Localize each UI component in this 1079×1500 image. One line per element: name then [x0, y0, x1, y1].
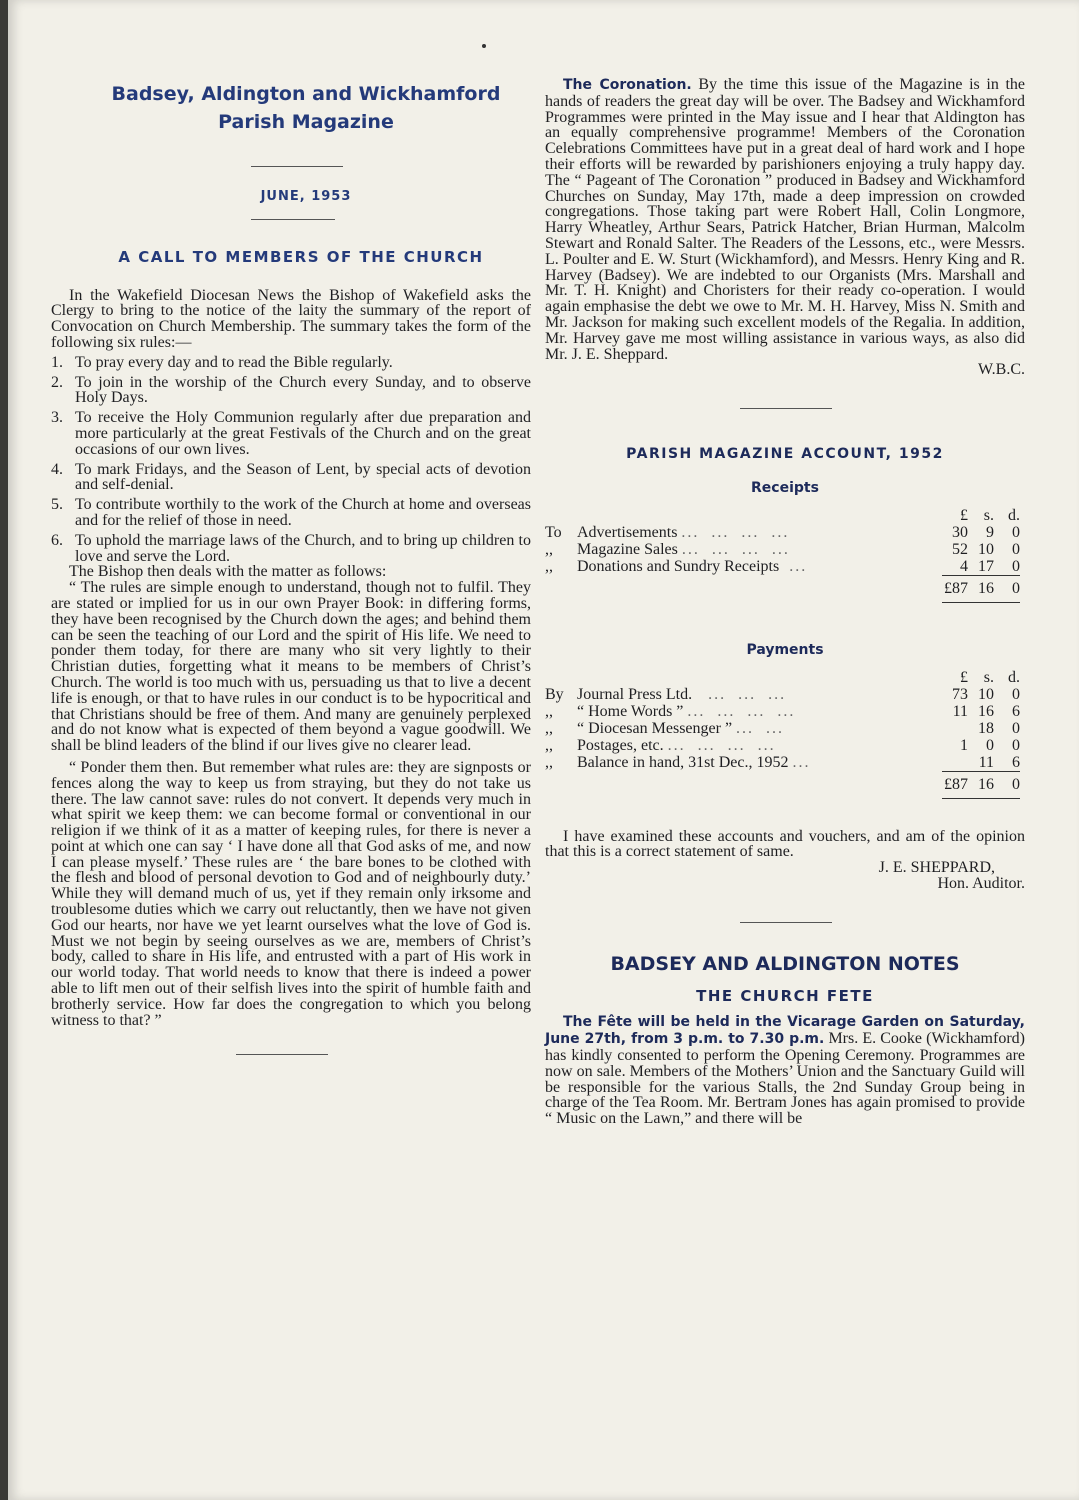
list-text: To mark Fridays, and the Season of Lent, by special acts of devotion and self-denial. [75, 460, 531, 494]
shillings-header: s. [983, 506, 994, 524]
row-item: “ Home Words ” ... ... ... ... [577, 702, 796, 720]
list-text: To join in the worship of the Church every Sunday, and to observe Holy Days. [75, 373, 531, 407]
fete-lead: The Fête will be held in the Vicarage Garden on Saturday, June 27th, from 3 p.m. to 7.30 p.m. [545, 1014, 1025, 1048]
row-item: Donations and Sundry Receipts ... [577, 557, 808, 575]
row-shillings: 10 [978, 540, 994, 558]
row-prefix: ,, [545, 557, 553, 575]
receipts-table [545, 507, 1020, 603]
list-item [51, 375, 531, 407]
receipts-heading: Receipts [751, 479, 819, 496]
row-pounds: 30 [952, 523, 968, 541]
table-row [545, 686, 1020, 703]
table-row [545, 754, 1020, 772]
list-item [51, 497, 531, 529]
left-column [51, 80, 531, 1055]
magazine-title-line-1: Badsey, Aldington and Wickhamford [111, 83, 501, 105]
row-pence: 0 [1012, 685, 1020, 703]
row-shillings: 10 [978, 685, 994, 703]
row-item: Journal Press Ltd. ... ... ... [577, 685, 787, 703]
coronation-paragraph [545, 77, 1025, 362]
payments-heading: Payments [746, 641, 824, 658]
currency-header-row [545, 507, 1020, 524]
auditor-title: Hon. Auditor. [937, 874, 1025, 892]
table-row [545, 703, 1020, 720]
row-pounds: 11 [952, 702, 968, 720]
total-pence: 0 [994, 575, 1020, 602]
row-pounds [942, 754, 968, 772]
list-item [51, 462, 531, 494]
right-column [545, 77, 1025, 1127]
body-paragraph: The Bishop then deals with the matter as follows: [69, 563, 387, 581]
total-pounds: £87 [942, 575, 968, 602]
row-prefix: ,, [545, 702, 553, 720]
row-shillings: 16 [978, 702, 994, 720]
row-pounds: 52 [952, 540, 968, 558]
total-pence: 0 [994, 771, 1020, 798]
total-row [545, 771, 1020, 798]
total-row [545, 575, 1020, 602]
list-number: 3. [51, 409, 63, 427]
audit-statement: I have examined these accounts and vouchers, and am of the opinion that this is a correct statement of same. [545, 827, 1025, 861]
list-number: 4. [51, 460, 63, 478]
pounds-header: £ [960, 668, 968, 686]
shillings-header: s. [983, 668, 994, 686]
total-shillings: 16 [968, 771, 994, 798]
row-pence: 6 [1012, 753, 1020, 771]
table-row [545, 720, 1020, 737]
account-heading: PARISH MAGAZINE ACCOUNT, 1952 [626, 446, 944, 463]
row-pence: 0 [1012, 523, 1020, 541]
intro-paragraph: In the Wakefield Diocesan News the Bishop of Wakefield asks the Clergy to bring to the notice of the laity the summary of the report of Convocation on Church Membership. The summary takes the form of the following six rules:— [51, 286, 531, 351]
coronation-lead: The Coronation. [563, 77, 692, 93]
table-row [545, 541, 1020, 558]
row-pence: 0 [1012, 557, 1020, 575]
divider [236, 1054, 328, 1055]
rules-list [51, 355, 531, 565]
list-number: 2. [51, 373, 63, 391]
pounds-header: £ [960, 506, 968, 524]
row-pence: 6 [1012, 702, 1020, 720]
fete-text: Mrs. E. Cooke (Wickhamford) has kindly consented to perform the Opening Ceremony. Programmes are now on sale. Members of the Mothers’ Union and the Sanctuary Guild will be responsible for the various Stalls, the 2nd Sunday Group being in charge of the Tea Room. Mr. Bertram Jones has again promised to provide “ Music on the Lawn,” and there will be [545, 1030, 1025, 1128]
row-pence: 0 [1012, 736, 1020, 754]
article-heading: A CALL TO MEMBERS OF THE CHURCH [118, 247, 484, 266]
pence-header: d. [1008, 506, 1020, 524]
total-pounds: £87 [942, 771, 968, 798]
magazine-title-line-2: Parish Magazine [218, 111, 394, 133]
row-prefix: ,, [545, 540, 553, 558]
total-shillings: 16 [968, 575, 994, 602]
magazine-page [8, 0, 1079, 1500]
issue-date: JUNE, 1953 [260, 189, 352, 204]
row-pounds [942, 720, 968, 737]
row-shillings: 9 [986, 523, 994, 541]
row-pence: 0 [1012, 719, 1020, 737]
currency-header-row [545, 669, 1020, 686]
fete-heading: THE CHURCH FETE [696, 986, 874, 1005]
row-pence: 0 [1012, 540, 1020, 558]
list-item [51, 410, 531, 457]
print-speck [482, 44, 486, 48]
table-row [545, 737, 1020, 754]
row-pounds: 1 [960, 736, 968, 754]
row-prefix: ,, [545, 736, 553, 754]
list-text: To pray every day and to read the Bible regularly. [75, 353, 393, 371]
row-shillings: 11 [978, 753, 994, 771]
coronation-signature: W.B.C. [978, 361, 1025, 379]
row-shillings: 0 [986, 736, 994, 754]
payments-table [545, 669, 1020, 799]
magazine-title [81, 80, 531, 136]
auditor-name: J. E. SHEPPARD, [878, 859, 995, 877]
row-item: Postages, etc. ... ... ... ... [577, 736, 776, 754]
row-shillings: 17 [978, 557, 994, 575]
coronation-text: By the time this issue of the Magazine is in the hands of readers the great day will be over. The Badsey and Wickhamford Programmes were printed in the May issue and I hear that Aldington has an equally comprehensive programme! Members of the Coronation Celebrations Committees have put in a great deal of hard work and I hope their efforts will be rewarded by parishioners enjoying a truly happy day. The “ Pageant of The Coronation ” produced in Badsey and Wickhamford Churches on Sunday, May 17th, made a deep impression on crowded congregations. Those taking part were Robert Hall, Colin Longmore, Harry Wheatley, Arthur Sears, Patrick Hatcher, Brian Hurman, Malcolm Stewart and Ronald Salter. The Readers of the Lessons, etc., were Messrs. L. Poulter and E. W. Sturt (Wickhamford), and Messrs. Henry King and R. Harvey (Badsey). We are indebted to our Organists (Mrs. Marshall and Mr. T. H. Knight) and Choristers for their ready co-operation. I would again emphasise the debt we owe to Mr. M. H. Harvey, Miss N. Smith and Mr. Jackson for making such excellent models of the Regalia. In addition, Mr. Harvey gave me most willing assistance in various ways, as also did Mr. J. E. Sheppard. [545, 76, 1025, 363]
row-prefix: To [545, 523, 562, 541]
list-text: To receive the Holy Communion regularly after due preparation and more particularly at the great Festivals of the Church and on the great occasions of our own lives. [75, 409, 531, 458]
list-item [51, 355, 531, 371]
list-text: To uphold the marriage laws of the Church, and to bring up children to love and serve the Lord. [75, 531, 531, 565]
fete-paragraph [545, 1014, 1025, 1127]
notes-heading: BADSEY AND ALDINGTON NOTES [610, 952, 960, 975]
list-text: To contribute worthily to the work of the Church at home and overseas and for the relief of those in need. [75, 496, 531, 529]
pence-header: d. [1008, 668, 1020, 686]
row-item: Balance in hand, 31st Dec., 1952 ... [577, 753, 811, 771]
row-pounds: 4 [960, 557, 968, 575]
row-pounds: 73 [952, 685, 968, 703]
table-row [545, 524, 1020, 541]
row-item: Magazine Sales ... ... ... ... [577, 540, 790, 558]
table-row [545, 558, 1020, 576]
row-shillings: 18 [978, 719, 994, 737]
list-number: 5. [51, 496, 63, 514]
body-paragraph: “ Ponder them then. But remember what rules are: they are signposts or fences along the way to keep us from straying, but they do not take us there. The law cannot save: rules do not convert. It depends very much in what spirit we keep them: we can become formal or conventional in our religion if we think of it as a matter of keeping rules, for there is never a point at which one can say ‘ I have done all that God asks of me, and now I can please myself.’ These rules are ‘ the bare bones to be clothed with the flesh and blood of personal devotion to God and of neighbourly duty.’ While they will demand much of us, yet if they remain only irksome and troublesome duties which we carry out reluctantly, then we have not given God our hearts, nor have we yet learnt ourselves what the love of God is. Must we not begin by seeing ourselves as we are, members of Christ’s body, called to share in His life, and entrusted with a part of His work in our world today. That world needs to know that there is indeed a power able to lift men out of their selfish lives into the spirit of humble faith and brotherly service. How far does the congregation to which you belong witness to that? ” [51, 758, 531, 1029]
row-prefix: ,, [545, 753, 553, 771]
list-number: 6. [51, 531, 63, 549]
divider [251, 166, 343, 167]
row-item: Advertisements ... ... ... ... [577, 523, 790, 541]
list-item [51, 533, 531, 565]
row-prefix: By [545, 685, 564, 703]
list-number: 1. [51, 353, 63, 371]
row-item: “ Diocesan Messenger ” ... ... [577, 719, 785, 737]
row-prefix: ,, [545, 719, 553, 737]
body-paragraph: “ The rules are simple enough to understand, though not to fulfil. They are stated or implied for us in our own Prayer Book: in differing forms, they have been recognised by the Church down the ages; and behind them can be seen the teaching of our Lord and the spirit of His life. We need to ponder them today, for there are many who sit very lightly to their Christian duties, forgetting what it means to be members of Christ’s Church. The world is too much with us, persuading us that to live a decent life is enough, or that to have rules in our conduct is to be hypocritical and that Christians should be free of them. And many are genuinely perplexed and do not know what is expected of them beyond a vague goodwill. We shall be blind leaders of the blind if our lives give no clearer lead. [51, 579, 531, 755]
